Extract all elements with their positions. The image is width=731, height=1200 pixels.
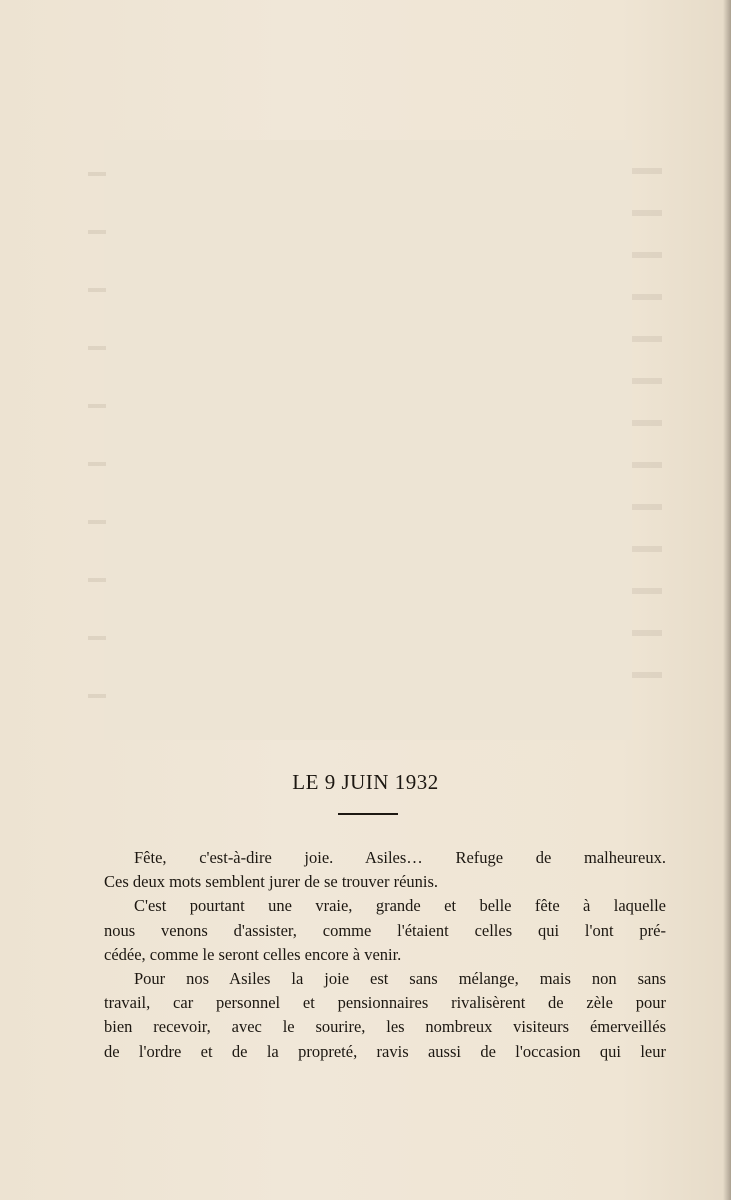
- body-text: [104, 846, 666, 1064]
- blank-plate-area: [104, 140, 632, 740]
- text-line: C'est pourtant une vraie, grande et belle fête à laquelle: [134, 896, 666, 916]
- text-line: de l'ordre et de la propreté, ravis aussi de l'occasion qui leur: [104, 1041, 666, 1061]
- show-through-right: [632, 150, 662, 710]
- text-line: cédée, comme le seront celles encore à venir.: [104, 944, 402, 964]
- page-heading: LE 9 JUIN 1932: [292, 770, 439, 794]
- text-line: Pour nos Asiles la joie est sans mélange, mais non sans: [134, 968, 666, 988]
- text-line: travail, car personnel et pensionnaires rivalisèrent de zèle pour: [104, 993, 666, 1013]
- show-through-left: [88, 150, 106, 710]
- heading-rule: [338, 813, 398, 815]
- text-line: bien recevoir, avec le sourire, les nombreux visiteurs émerveillés: [104, 1017, 666, 1037]
- text-line: nous venons d'assister, comme l'étaient celles qui l'ont pré-: [104, 920, 666, 940]
- text-line: Ces deux mots semblent jurer de se trouver réunis.: [104, 872, 439, 892]
- page-edge-shadow: [723, 0, 731, 1200]
- text-line: Fête, c'est-à-dire joie. Asiles… Refuge de malheureux.: [134, 848, 666, 867]
